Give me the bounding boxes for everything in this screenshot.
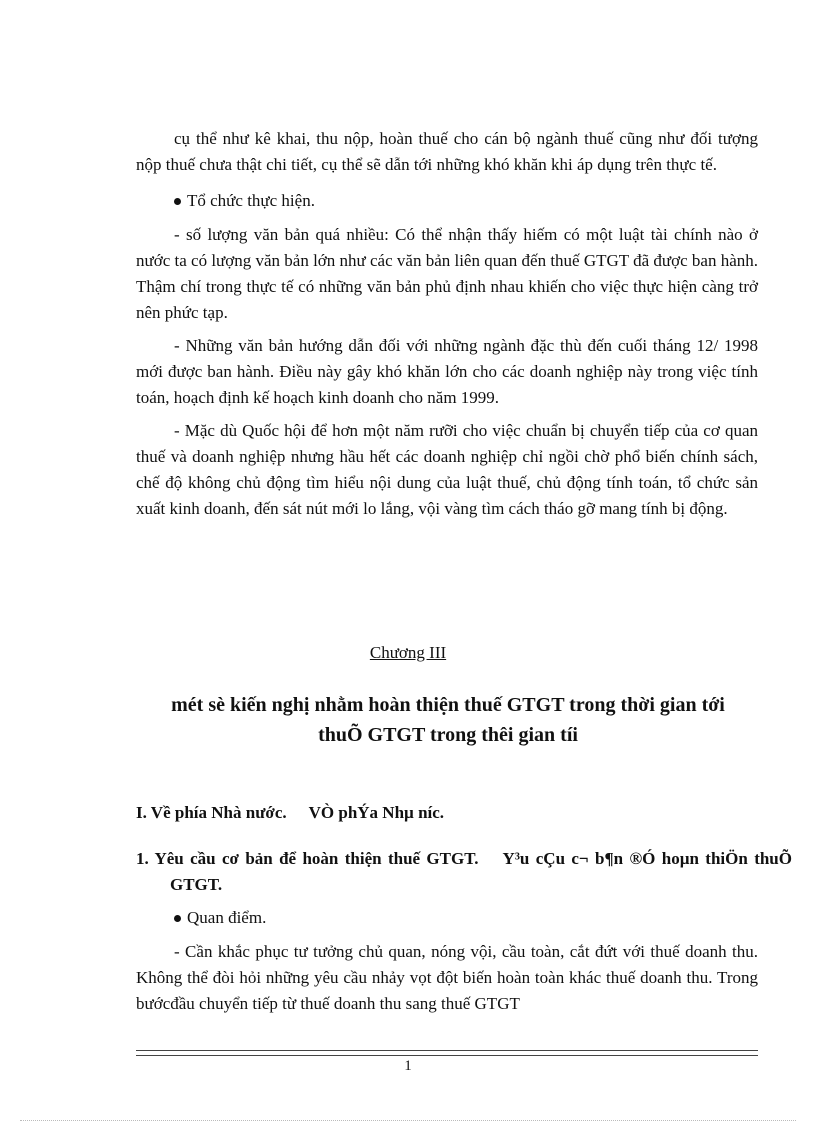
bullet-text: Tổ chức thực hiện. bbox=[187, 191, 315, 210]
footer-divider bbox=[136, 1050, 758, 1056]
bullet-item bbox=[174, 905, 266, 931]
subsection-heading bbox=[136, 846, 792, 898]
section-heading-alt: VÒ phÝa Nhµ níc. bbox=[308, 803, 445, 822]
subsection-heading-alt: Y³u cÇu c¬ b¶n ®Ó hoµn thiÖn thuÕ GTGT. bbox=[170, 849, 792, 894]
chapter-title bbox=[110, 690, 786, 750]
page-number: 1 bbox=[404, 1058, 412, 1074]
chapter-label: Chương III bbox=[369, 643, 447, 662]
bullet-item bbox=[174, 188, 315, 214]
paragraph: - Mặc dù Quốc hội để hơn một năm rưỡi cho việc chuẩn bị chuyển tiếp của cơ quan thuế và doanh nghiệp nhưng hầu hết các doanh nghiệp chỉ ngồi chờ phổ biến chính sách, chế độ không chủ động tìm hiểu nội dung của luật thuế, chủ động tính toán, tổ chức sản xuất kinh doanh, đến sát nút mới lo lắng, vội vàng tìm cách tháo gỡ mang tính bị động. bbox=[136, 421, 758, 518]
bullet-icon bbox=[174, 915, 181, 922]
section-heading bbox=[136, 803, 444, 823]
subsection-heading-text: 1. Yêu cầu cơ bản để hoàn thiện thuế GTGT. bbox=[136, 849, 479, 868]
paragraph: - Cần khắc phục tư tưởng chủ quan, nóng vội, cầu toàn, cắt đứt với thuế doanh thu. Không thể đòi hỏi những yêu cầu nhảy vọt đột biến hoàn toàn khác thuế doanh thu. Trong bướcđầu chuyển tiếp từ thuế doanh thu sang thuế GTGT bbox=[136, 942, 758, 1013]
bullet-icon bbox=[174, 198, 181, 205]
bullet-text: Quan điểm. bbox=[187, 908, 267, 927]
paragraph: - Những văn bản hướng dẫn đối với những ngành đặc thù đến cuối tháng 12/ 1998 mới được ban hành. Điều này gây khó khăn lớn cho các doanh nghiệp này trong việc tính toán, hoạch định kế hoạch kinh doanh cho năm 1999. bbox=[136, 336, 758, 407]
chapter-title-line: thuÕ GTGT trong thêi gian tíi bbox=[318, 724, 578, 746]
paragraph: cụ thể như kê khai, thu nộp, hoàn thuế cho cán bộ ngành thuế cũng như đối tượng nộp thuế chưa thật chi tiết, cụ thể sẽ dẫn tới những khó khăn khi áp dụng trên thực tế. bbox=[136, 129, 758, 174]
paragraph: - số lượng văn bản quá nhiều: Có thể nhận thấy hiếm có một luật tài chính nào ở nước ta có lượng văn bản lớn như các văn bản liên quan đến thuế GTGT đã được ban hành. Thậm chí trong thực tế có những văn bản phủ định nhau khiến cho việc thực hiện càng trở nên phức tạp. bbox=[136, 225, 758, 322]
section-heading-text: I. Về phía Nhà nước. bbox=[136, 803, 287, 822]
page-edge bbox=[20, 1120, 796, 1121]
chapter-title-line: mét sè kiến nghị nhằm hoàn thiện thuế GTGT trong thời gian tới bbox=[171, 694, 725, 716]
